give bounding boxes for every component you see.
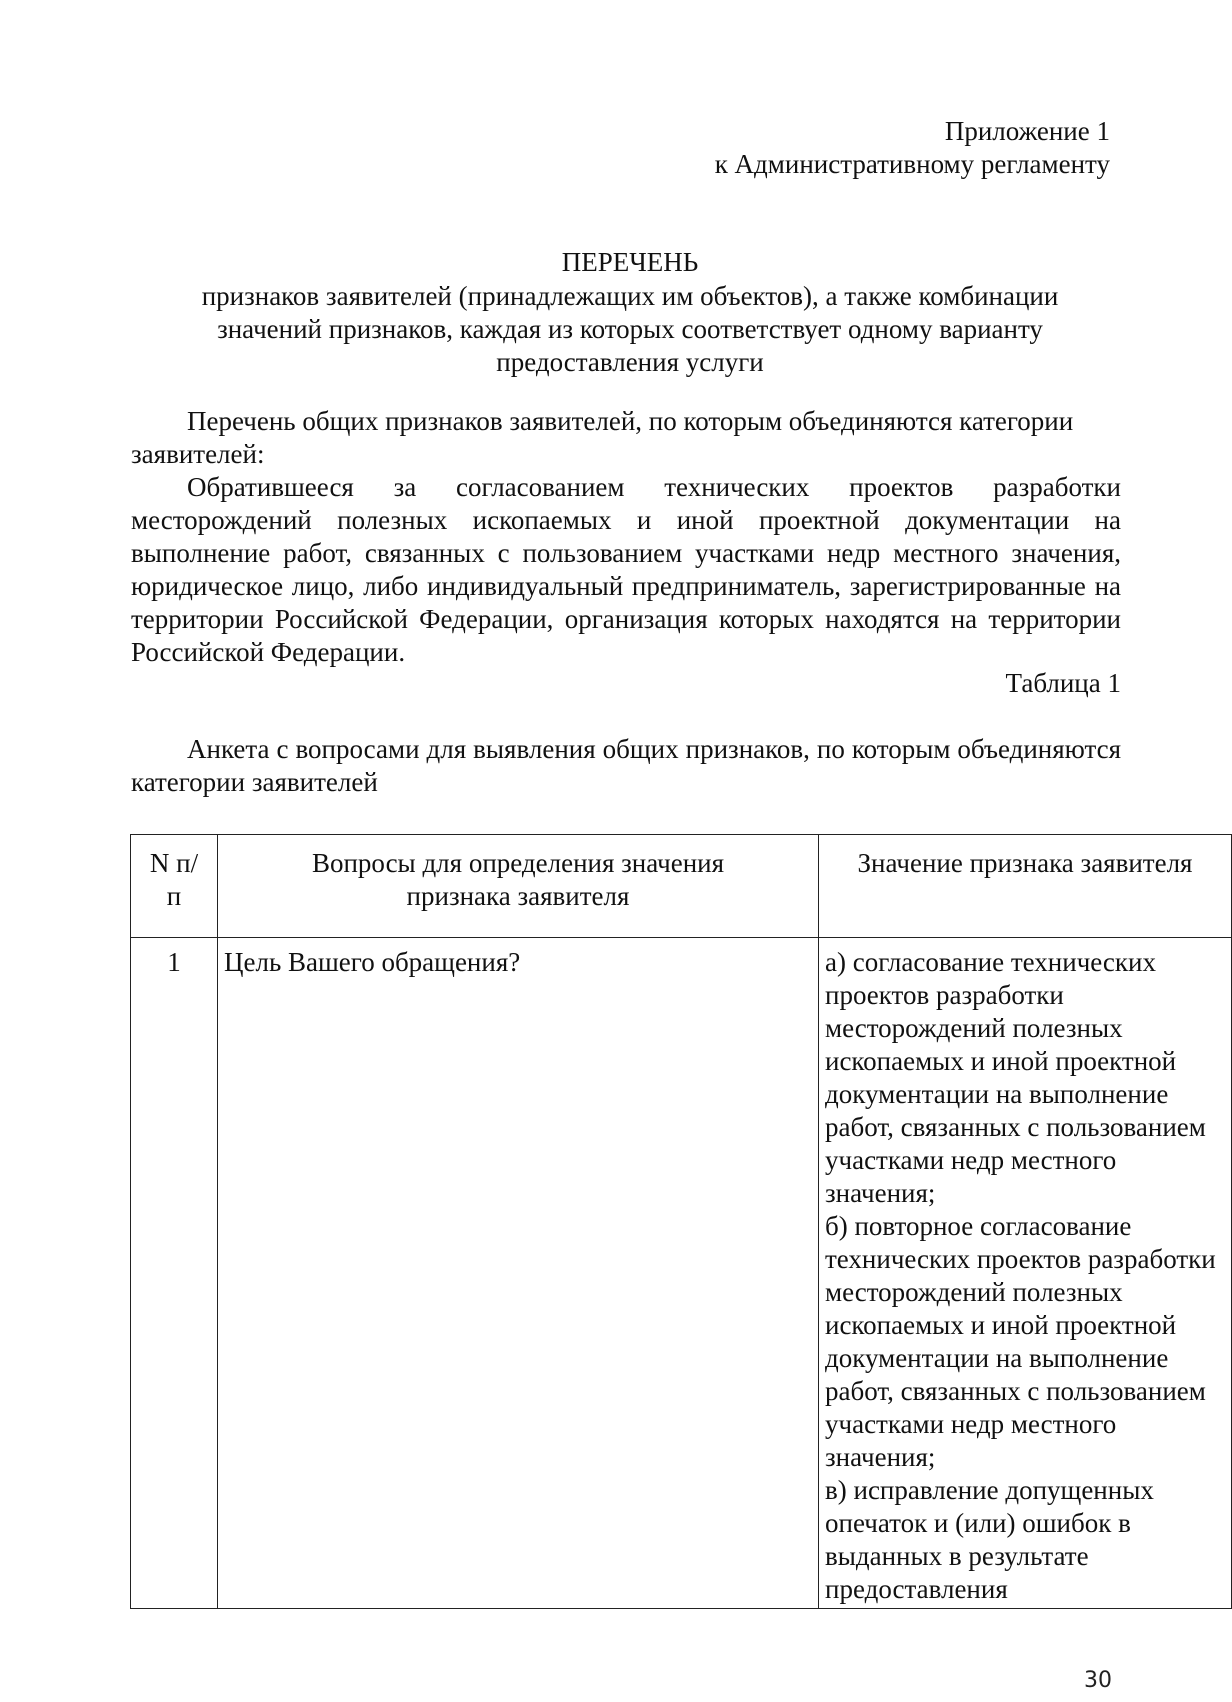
answer-option-c: в) исправление допущенных опечаток и (или) ошибок в выданных в результате предоставления [825, 1475, 1161, 1604]
intro-paragraph: Перечень общих признаков заявителей, по которым объединяются категории заявителей: [131, 406, 1074, 469]
document-subtitle: признаков заявителей (принадлежащих им объектов), а также комбинации значений признаков, каждая из которых соответствует одному варианту предоставления услуги [201, 281, 1059, 377]
appendix-reference [715, 115, 1110, 181]
row-question: Цель Вашего обращения? [218, 938, 819, 1609]
document-title: ПЕРЕЧЕНЬ [561, 247, 699, 277]
row-number: 1 [131, 938, 218, 1609]
table-header-row [131, 835, 1232, 938]
table-label: Таблица 1 [1005, 668, 1121, 698]
answer-option-a: а) согласование технических проектов разработки месторождений полезных ископаемых и иной проектной документации на выполнение работ, связанных с пользованием участками недр местного значения; [825, 947, 1213, 1208]
answer-option-b: б) повторное согласование технических проектов разработки месторождений полезных ископаемых и иной проектной документации на выполнение работ, связанных с пользованием участками недр местного значения; [825, 1211, 1223, 1472]
page-number: 30 [1084, 1668, 1112, 1693]
row-answers [819, 938, 1232, 1609]
applicant-description-paragraph: Обратившееся за согласованием технических проектов разработки месторождений полезных ископаемых и иной проектной документации на выполнение работ, связанных с пользованием участками недр местного значения, юридическое лицо, либо индивидуальный предприниматель, зарегистрированные на территории Российской Федерации, организация которых находятся на территории Российской Федерации. [131, 472, 1121, 667]
header-number: N п/п [131, 835, 218, 938]
appendix-line-1: Приложение 1 [944, 116, 1110, 146]
questionnaire-caption: Анкета с вопросами для выявления общих признаков, по которым объединяются категории заявителей [131, 734, 1121, 797]
appendix-line-2: к Административному регламенту [714, 149, 1110, 179]
table-row [131, 938, 1232, 1609]
questionnaire-table [130, 834, 1232, 1609]
header-value: Значение признака заявителя [819, 835, 1232, 938]
header-question: Вопросы для определения значения признака заявителя [218, 835, 819, 938]
document-title-block [130, 246, 1130, 379]
